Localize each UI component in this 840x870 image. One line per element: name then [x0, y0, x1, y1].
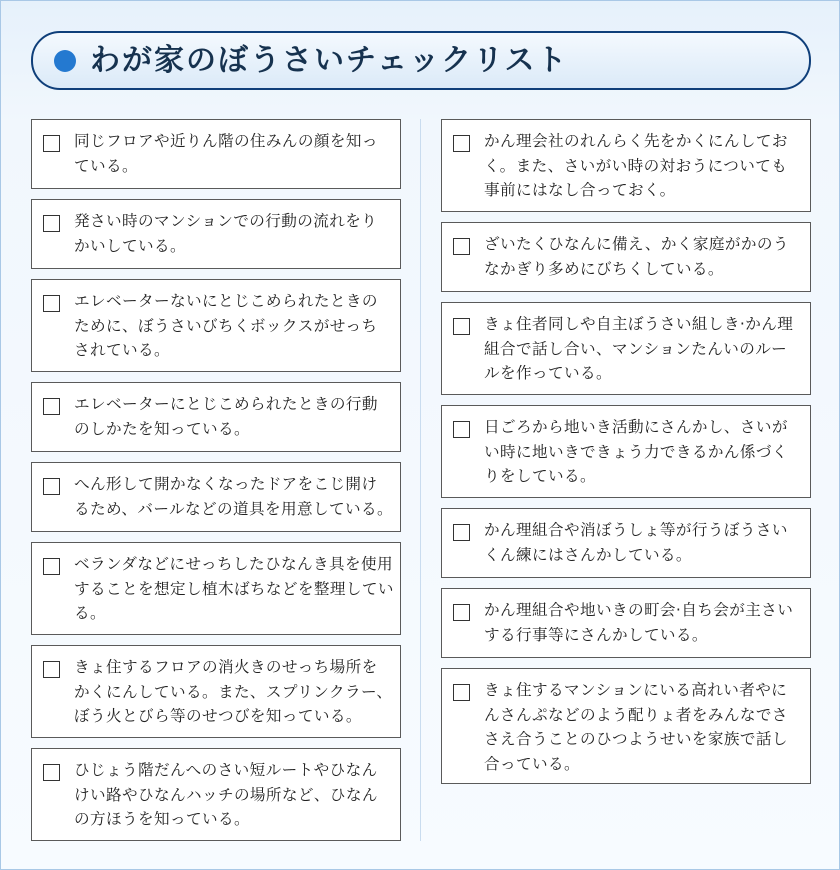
checklist-item-line: 同じフロアや近りん階の住みんの顔を知っ — [74, 132, 378, 150]
checklist-item — [441, 119, 811, 212]
checklist-item-text — [484, 518, 802, 567]
checkbox[interactable] — [453, 604, 470, 621]
checklist-item — [441, 302, 811, 395]
checklist-item-line: されている。 — [74, 341, 170, 359]
checklist-item-line: さえ合うことのひつようせいを家族で話し — [484, 730, 788, 748]
checklist-item — [31, 119, 401, 189]
checklist-item-line: の方ほうを知っている。 — [74, 810, 250, 828]
checkbox[interactable] — [453, 524, 470, 541]
checklist-item-line: 発さい時のマンションでの行動の流れをり — [74, 212, 378, 230]
checklist-item-line: なかぎり多めにびちくしている。 — [484, 259, 724, 278]
checklist-item — [31, 748, 401, 841]
checklist-item-line: ベランダなどにせっちしたひなんき具を使用 — [74, 555, 393, 573]
checklist-item-line: かん理組合や地いきの町会·自ち会が主さい — [484, 601, 794, 619]
checklist-item-text — [74, 552, 392, 626]
checklist-item — [31, 645, 401, 738]
checklist-item-text — [484, 232, 802, 281]
checklist-item-line: くん練にはさんかしている。 — [484, 545, 692, 564]
checklist-item-line: んさんぷなどのよう配りょ者をみんなでさ — [484, 705, 788, 724]
checkbox[interactable] — [43, 295, 60, 312]
checklist-item-line: ている。 — [74, 156, 138, 175]
checklist-item-line: することを想定し植木ばちなどを整理してい — [74, 579, 394, 598]
checklist-item-line: きょ住するマンションにいる高れい者やに — [484, 681, 788, 699]
checklist-item-line: けい路やひなんハッチの場所など、ひなん — [74, 785, 378, 804]
checklist-item-line: エレベーターないにとじこめられたときの — [74, 292, 378, 310]
checklist-item-line: かん理会社のれんらく先をかくにんしてお — [484, 132, 788, 150]
checklist-item — [441, 222, 811, 292]
checklist-item-line: く。また、さいがい時の対おうについても — [484, 156, 788, 175]
checkbox[interactable] — [43, 478, 60, 495]
checkbox[interactable] — [453, 318, 470, 335]
checklist-item-text — [74, 758, 392, 832]
checklist-item-line: 組合で話し合い、マンションたんいのルー — [484, 339, 788, 358]
checkbox[interactable] — [43, 558, 60, 575]
page-title: わが家のぼうさいチェックリスト — [90, 43, 569, 78]
checkbox[interactable] — [453, 684, 470, 701]
checklist-item-line: ために、ぼうさいびちくボックスがせっち — [74, 316, 378, 335]
bullet-dot-icon — [54, 50, 76, 72]
checklist-item-line: りをしている。 — [484, 467, 596, 485]
checklist-item-line: る。 — [74, 604, 106, 622]
checkbox[interactable] — [43, 215, 60, 232]
checklist-item-text — [74, 289, 392, 363]
checklist-item-line: する行事等にさんかしている。 — [484, 625, 708, 644]
checklist-item-line: るため、バールなどの道具を用意している。 — [74, 499, 393, 518]
checklist-item-line: かくにんしている。また、スプリンクラー、 — [74, 682, 393, 701]
checklist-item-text — [484, 678, 802, 776]
checklist-item-text — [74, 655, 392, 729]
checklist-item-line: ぼう火とびら等のせつびを知っている。 — [74, 707, 362, 725]
checkbox[interactable] — [43, 398, 60, 415]
checklist-item — [441, 668, 811, 784]
checklist-item — [441, 588, 811, 658]
checklist-item-text — [484, 312, 802, 386]
checklist-item-line: きょ住するフロアの消火きのせっち場所を — [74, 658, 378, 676]
checkbox[interactable] — [43, 764, 60, 781]
checklist-item-text — [484, 415, 802, 489]
checklist-item-text — [74, 472, 392, 521]
checklist-item-line: 合っている。 — [484, 754, 580, 773]
checklist-item-text — [74, 209, 392, 258]
checklist-item-text — [484, 129, 802, 203]
checklist-item-line: エレベーターにとじこめられたときの行動 — [74, 395, 378, 413]
checklist-item-line: 事前にはなし合っておく。 — [484, 181, 676, 199]
checklist-item-line: ざいたくひなんに備え、かく家庭がかのう — [484, 235, 789, 253]
checklist-item — [31, 542, 401, 635]
checklist-item-text — [74, 129, 392, 178]
checkbox[interactable] — [453, 135, 470, 152]
column-divider — [420, 119, 421, 841]
checklist-item-line: のしかたを知っている。 — [74, 419, 250, 438]
checkbox[interactable] — [453, 238, 470, 255]
checklist-item-line: 日ごろから地いき活動にさんかし、さいが — [484, 418, 788, 436]
checklist-item-line: へん形して開かなくなったドアをこじ開け — [74, 475, 378, 493]
checklist-item — [441, 405, 811, 498]
checklist-item-line: きょ住者同しや自主ぼうさい組しき·かん理 — [484, 315, 794, 333]
checklist-item-line: ルを作っている。 — [484, 364, 612, 382]
checklist-item — [31, 279, 401, 372]
checklist-item-line: かいしている。 — [74, 236, 186, 255]
checklist-item-line: ひじょう階だんへのさい短ルートやひなん — [74, 761, 378, 779]
checklist-item — [31, 382, 401, 452]
checklist-item-line: かん理組合や消ぼうしょ等が行うぼうさい — [484, 521, 788, 539]
checklist-item-text — [484, 598, 802, 647]
checkbox[interactable] — [43, 661, 60, 678]
checklist-item-line: い時に地いきできょう力できるかん係づく — [484, 442, 788, 461]
checkbox[interactable] — [43, 135, 60, 152]
checklist-item-text — [74, 392, 392, 441]
checklist-item — [31, 199, 401, 269]
checklist-item — [441, 508, 811, 578]
checklist-item — [31, 462, 401, 532]
title-bar — [31, 31, 811, 90]
checkbox[interactable] — [453, 421, 470, 438]
